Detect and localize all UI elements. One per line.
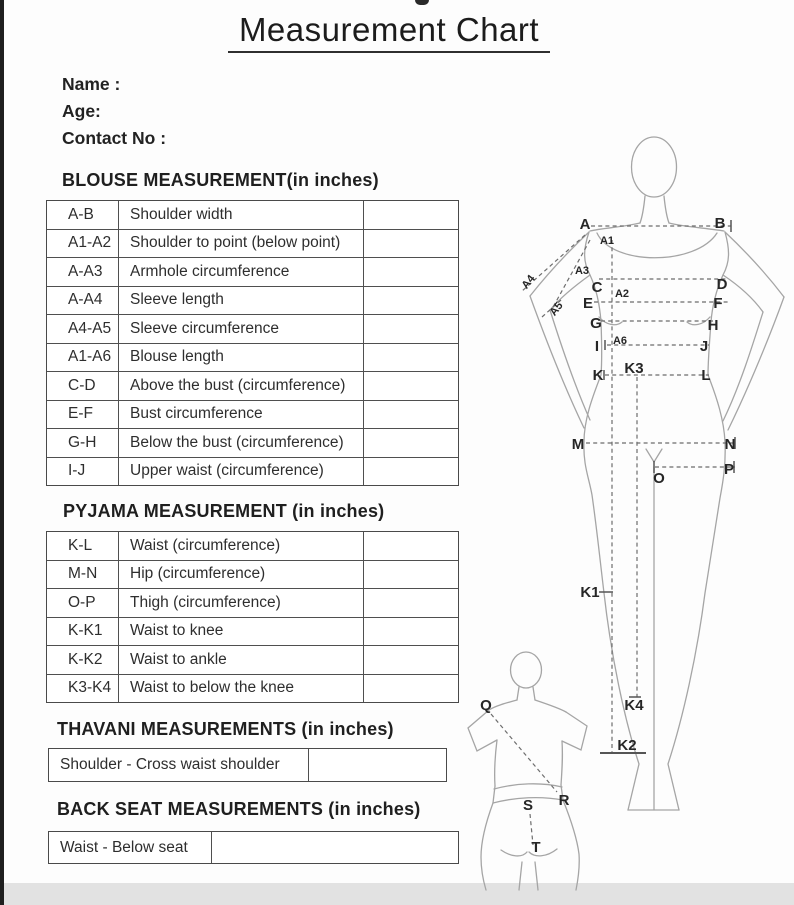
row-desc: Sleeve length xyxy=(130,291,224,309)
name-field-label: Name : xyxy=(62,74,121,94)
table-row xyxy=(47,201,458,229)
figure-label-K4: K4 xyxy=(624,697,644,714)
row-code: A-A4 xyxy=(47,287,119,315)
figure-label-S: S xyxy=(522,797,534,814)
figure-label-Q: Q xyxy=(480,697,492,714)
table-row xyxy=(47,343,458,372)
backseat-section-heading: BACK SEAT MEASUREMENTS (in inches) xyxy=(57,799,421,819)
figure-label-J: J xyxy=(699,338,709,355)
figure-label-D: D xyxy=(716,276,728,293)
row-value-cell xyxy=(363,646,458,674)
row-desc: Thigh (circumference) xyxy=(130,593,281,611)
figure-label-E: E xyxy=(582,295,594,312)
figure-label-A5: A5 xyxy=(547,299,566,319)
row-desc: Hip (circumference) xyxy=(130,565,266,583)
row-code: M-N xyxy=(47,561,119,589)
row-value-cell xyxy=(363,258,458,286)
row-code: K-K2 xyxy=(47,646,119,674)
row-desc: Sleeve circumference xyxy=(130,319,280,337)
age-field-label: Age: xyxy=(62,101,101,121)
figure-label-M: M xyxy=(571,436,585,453)
row-code: O-P xyxy=(47,589,119,617)
back-measurement-lines xyxy=(491,714,557,845)
row-desc: Shoulder - Cross waist shoulder xyxy=(60,756,280,773)
row-desc: Waist (circumference) xyxy=(130,536,281,554)
figure-label-K: K xyxy=(592,367,604,384)
row-code: A-A3 xyxy=(47,258,119,286)
figure-label-K1: K1 xyxy=(580,584,600,601)
back-body-outline xyxy=(468,652,587,890)
blouse-section-heading: BLOUSE MEASUREMENT(in inches) xyxy=(62,170,379,190)
row-code: G-H xyxy=(47,429,119,457)
table-row xyxy=(49,832,458,863)
figure-label-A2: A2 xyxy=(614,288,630,300)
customer-fields xyxy=(62,71,166,152)
row-value-cell xyxy=(363,675,458,703)
table-row xyxy=(49,749,446,781)
row-code: A-B xyxy=(47,201,119,229)
figure-label-N: N xyxy=(724,436,736,453)
figure-label-A6: A6 xyxy=(612,335,628,347)
row-code: I-J xyxy=(47,458,119,486)
row-desc: Below the bust (circumference) xyxy=(130,433,344,451)
table-row xyxy=(47,314,458,343)
row-value-cell xyxy=(363,201,458,229)
contact-field-label: Contact No : xyxy=(62,128,167,148)
table-row xyxy=(47,428,458,457)
row-value-cell xyxy=(363,344,458,372)
figure-label-T: T xyxy=(531,839,541,856)
figure-label-K3: K3 xyxy=(624,360,644,377)
figure-label-A1: A1 xyxy=(599,235,615,247)
row-desc: Waist to knee xyxy=(130,622,224,640)
figure-label-R: R xyxy=(558,792,570,809)
figure-label-G: G xyxy=(590,315,602,332)
table-row xyxy=(47,560,458,589)
scan-left-border xyxy=(0,0,4,905)
figure-label-C: C xyxy=(591,279,603,296)
figure-label-K2: K2 xyxy=(617,737,637,754)
thavani-measurement-table xyxy=(48,748,447,782)
row-desc: Waist to below the knee xyxy=(130,679,294,697)
row-code: C-D xyxy=(47,372,119,400)
blouse-measurement-table xyxy=(46,200,459,486)
scan-top-artifact xyxy=(415,0,429,5)
page-title: Measurement Chart xyxy=(228,11,550,53)
row-value-cell xyxy=(363,429,458,457)
pyjama-measurement-table xyxy=(46,531,459,703)
figure-label-P: P xyxy=(723,461,735,478)
figure-label-I: I xyxy=(594,338,600,355)
row-value-cell xyxy=(363,372,458,400)
row-desc: Shoulder to point (below point) xyxy=(130,234,341,252)
table-row xyxy=(47,229,458,258)
row-code: A1-A2 xyxy=(47,230,119,258)
row-value-cell xyxy=(363,287,458,315)
table-row xyxy=(47,588,458,617)
pyjama-section-heading: PYJAMA MEASUREMENT (in inches) xyxy=(63,501,385,521)
row-code: A1-A6 xyxy=(47,344,119,372)
row-value-cell xyxy=(363,532,458,560)
figure-label-L: L xyxy=(701,367,711,384)
figure-label-A: A xyxy=(579,216,591,233)
row-value-cell xyxy=(363,315,458,343)
row-desc: Bust circumference xyxy=(130,405,263,423)
row-value-cell xyxy=(308,749,446,781)
thavani-section-heading: THAVANI MEASUREMENTS (in inches) xyxy=(57,719,394,739)
figure-label-O: O xyxy=(653,470,665,487)
table-row xyxy=(47,286,458,315)
row-value-cell xyxy=(363,230,458,258)
table-row xyxy=(47,400,458,429)
table-row xyxy=(47,371,458,400)
table-row xyxy=(47,674,458,703)
scan-bottom-strip xyxy=(0,883,794,905)
table-row xyxy=(47,257,458,286)
row-desc: Waist - Below seat xyxy=(60,838,188,856)
row-value-cell xyxy=(363,458,458,486)
table-row xyxy=(47,617,458,646)
figure-label-F: F xyxy=(713,295,723,312)
row-desc: Armhole circumference xyxy=(130,262,290,280)
table-row xyxy=(47,645,458,674)
row-value-cell xyxy=(363,589,458,617)
figure-label-B: B xyxy=(714,215,726,232)
row-desc: Blouse length xyxy=(130,348,224,366)
table-row xyxy=(47,457,458,486)
row-value-cell xyxy=(363,618,458,646)
row-desc: Waist to ankle xyxy=(130,650,227,668)
table-row xyxy=(47,532,458,560)
row-value-cell xyxy=(211,832,458,863)
row-desc: Above the bust (circumference) xyxy=(130,376,346,394)
row-code: K-L xyxy=(47,532,119,560)
row-code: A4-A5 xyxy=(47,315,119,343)
backseat-measurement-table xyxy=(48,831,459,864)
figure-label-A3: A3 xyxy=(574,265,590,277)
row-desc: Shoulder width xyxy=(130,205,233,223)
row-value-cell xyxy=(363,401,458,429)
row-code: K-K1 xyxy=(47,618,119,646)
row-value-cell xyxy=(363,561,458,589)
back-figure-diagram xyxy=(455,643,600,895)
back-figure-labels xyxy=(480,697,569,856)
row-code: K3-K4 xyxy=(47,675,119,703)
figure-label-H: H xyxy=(707,317,719,334)
row-desc: Upper waist (circumference) xyxy=(130,462,324,480)
row-code: E-F xyxy=(47,401,119,429)
figure-label-A4: A4 xyxy=(519,272,538,292)
